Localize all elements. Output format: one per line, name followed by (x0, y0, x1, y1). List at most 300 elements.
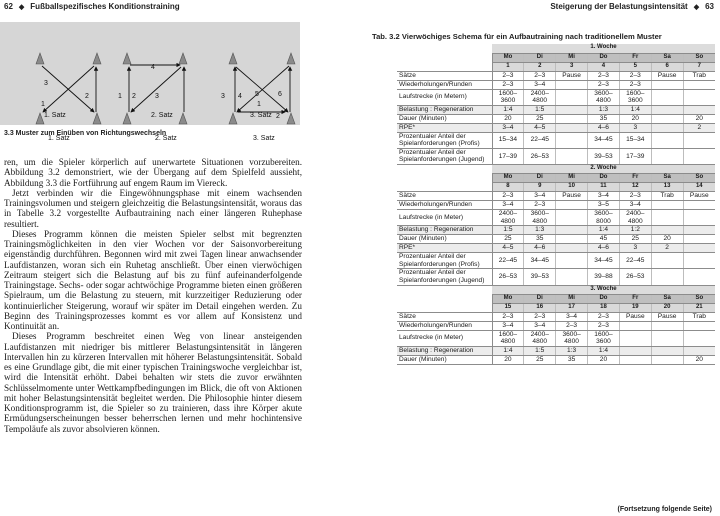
table-cell: 4–5 (524, 123, 556, 132)
week-title: 2. Woche (492, 165, 715, 174)
table-cell (651, 105, 683, 114)
table-cell (619, 346, 651, 355)
table-cell: Trab (651, 192, 683, 201)
day-number: 8 (492, 183, 524, 192)
table-cell: 34–45 (524, 253, 556, 269)
table-cell: 1:5 (524, 105, 556, 114)
blank-cell (397, 183, 492, 192)
table-cell: 1:4 (492, 346, 524, 355)
day-number: 7 (683, 62, 715, 71)
table-cell: 25 (619, 235, 651, 244)
svg-text:3: 3 (155, 93, 159, 100)
set-1-label: 1. Satz (48, 135, 70, 142)
table-row (397, 80, 715, 89)
table-cell: 3600–4800 (524, 210, 556, 226)
week-title-row (397, 165, 715, 174)
table-cell (651, 132, 683, 148)
blank-cell (397, 53, 492, 62)
table-row (397, 210, 715, 226)
table-cell (556, 89, 588, 105)
table-cell (683, 244, 715, 253)
row-label: Dauer (Minuten) (397, 235, 492, 244)
table-cell (683, 132, 715, 148)
table-cell: 3 (619, 123, 651, 132)
day-number: 2 (524, 62, 556, 71)
table-cell (556, 201, 588, 210)
left-running-title: Fußballspezifisches Konditionstraining (30, 2, 180, 11)
table-cell: 2–3 (619, 192, 651, 201)
table-cell (556, 244, 588, 253)
right-page-number: 63 (705, 2, 714, 11)
table-cell: 1600–3600 (619, 89, 651, 105)
day-header: Sa (651, 294, 683, 303)
svg-text:1: 1 (257, 101, 261, 108)
row-label: Laufstrecke (in Meter) (397, 330, 492, 346)
table-cell (651, 346, 683, 355)
day-header-row (397, 294, 715, 303)
day-header: Sa (651, 53, 683, 62)
right-running-title: Steigerung der Belastungsintensität (550, 2, 688, 11)
day-number: 13 (651, 183, 683, 192)
table-row (397, 330, 715, 346)
table-cell: Pause (651, 71, 683, 80)
table-cell: 25 (492, 235, 524, 244)
table-cell: 2–3 (524, 71, 556, 80)
table-cell (683, 105, 715, 114)
table-cell: 1:5 (492, 226, 524, 235)
svg-text:4: 4 (151, 64, 155, 71)
set-1-label-text: 1. Satz (44, 112, 66, 119)
day-number: 18 (588, 303, 620, 312)
day-header: Di (524, 174, 556, 183)
table-cell: 22–45 (619, 253, 651, 269)
cone-icon (36, 53, 44, 64)
table-cell (651, 321, 683, 330)
cone-icon (93, 113, 101, 124)
table-cell: 1:5 (524, 346, 556, 355)
table-cell (556, 235, 588, 244)
table-cell (683, 330, 715, 346)
row-label: Wiederholungen/Runden (397, 80, 492, 89)
table-cell (556, 114, 588, 123)
table-cell: 2400–4800 (492, 210, 524, 226)
day-number: 10 (556, 183, 588, 192)
table-cell (556, 269, 588, 285)
body-text (4, 157, 302, 434)
table-cell: 1:4 (588, 226, 620, 235)
table-cell: 3–4 (492, 123, 524, 132)
table-row (397, 148, 715, 164)
day-number: 14 (683, 183, 715, 192)
set-2-label-text: 2. Satz (151, 112, 173, 119)
table-row (397, 132, 715, 148)
day-header: So (683, 174, 715, 183)
day-header: Di (524, 294, 556, 303)
day-header: Mi (556, 294, 588, 303)
run-paths (42, 65, 290, 112)
table-cell: 2–3 (619, 80, 651, 89)
day-header: Fr (619, 294, 651, 303)
table-cell: 34–45 (588, 132, 620, 148)
row-label: Dauer (Minuten) (397, 355, 492, 364)
table-cell: 20 (492, 114, 524, 123)
row-label: Laufstrecke (in Metern) (397, 89, 492, 105)
table-cell (683, 148, 715, 164)
table-row (397, 355, 715, 364)
table-cell: 20 (619, 114, 651, 123)
table-cell: 2–3 (492, 312, 524, 321)
day-number: 6 (651, 62, 683, 71)
table-cell: Pause (683, 192, 715, 201)
day-header: Sa (651, 174, 683, 183)
blank-cell (397, 165, 492, 174)
table-cell: 3–4 (492, 321, 524, 330)
svg-text:3: 3 (44, 80, 48, 87)
day-header: Fr (619, 53, 651, 62)
day-number: 16 (524, 303, 556, 312)
row-label: Sätze (397, 192, 492, 201)
blank-cell (397, 285, 492, 294)
left-running-head (4, 2, 180, 11)
day-number: 20 (651, 303, 683, 312)
table-cell: 3600–8000 (588, 210, 620, 226)
day-number: 11 (588, 183, 620, 192)
table-cell (556, 132, 588, 148)
table-cell: 1600–4800 (492, 330, 524, 346)
cone-icon (229, 113, 237, 124)
day-header: Do (588, 53, 620, 62)
table-cell: 2–3 (492, 192, 524, 201)
table-row (397, 105, 715, 114)
day-number: 9 (524, 183, 556, 192)
paragraph: Dieses Programm können die meisten Spieler selbst mit begrenzten Trainingsmöglichkeiten in den vier Wochen vor der Saisonvorbereitung eigenständig durchführen. Begonnen wird mit zwei Tagen linear anwachsender Laufdistanzen, woran sich ein Ruhetag anschließt. Über einen vierwöchigen Zeitraum steigert sich die Belastung auf bis zu fünf aufeinanderfolgende Trainingstage. Sechs- oder sogar achtwöchige Programme bieten einen größeren Spielraum, um die Belastung zu steuern, mit kurzzeitiger Reduzierung oder kontinuierlicher Steigerung, worauf wir später im Detail eingehen werden. Zu Beginn des Trainingsprozesses kommt es vor allem auf Konsistenz und Kontinuität an. (4, 228, 302, 331)
table-row (397, 89, 715, 105)
table-row (397, 321, 715, 330)
row-label: Prozentualer Anteil der Spielanforderungen (Jugend) (397, 269, 492, 285)
table-cell: Trab (683, 312, 715, 321)
table-cell: 20 (588, 355, 620, 364)
table-cell: 2400–4800 (524, 89, 556, 105)
table-row (397, 201, 715, 210)
table-cell: 1:4 (619, 105, 651, 114)
table-cell: 2–3 (588, 321, 620, 330)
table-cell (683, 235, 715, 244)
table-cell: 2–3 (588, 312, 620, 321)
day-number: 4 (588, 62, 620, 71)
table-cell: 2–3 (556, 321, 588, 330)
day-number: 3 (556, 62, 588, 71)
table-cell (556, 226, 588, 235)
table-caption: Tab. 3.2 Vierwöchiges Schema für ein Aufbautraining nach traditionellem Muster (372, 32, 662, 41)
table-cell: 3–4 (556, 312, 588, 321)
day-header: Di (524, 53, 556, 62)
table-cell: 1:4 (492, 105, 524, 114)
blank-cell (397, 294, 492, 303)
table-cell (651, 123, 683, 132)
svg-text:5: 5 (255, 91, 259, 98)
svg-text:3: 3 (221, 93, 225, 100)
day-number-row (397, 303, 715, 312)
day-header: Fr (619, 174, 651, 183)
table-cell: 39–88 (588, 269, 620, 285)
table-cell: 1:3 (588, 105, 620, 114)
table-cell: 17–39 (492, 148, 524, 164)
table-cell (556, 123, 588, 132)
table-cell (683, 80, 715, 89)
right-running-head (550, 2, 714, 11)
table-cell: 26–53 (619, 269, 651, 285)
table-cell (651, 201, 683, 210)
table-cell: 2–3 (492, 80, 524, 89)
cone-icon (287, 113, 295, 124)
table-cell: 20 (651, 235, 683, 244)
svg-text:2: 2 (85, 93, 89, 100)
training-schedule-table (397, 44, 715, 365)
blank-cell (397, 303, 492, 312)
table-cell: 3–4 (588, 192, 620, 201)
table-cell: Pause (556, 192, 588, 201)
table-cell: 22–45 (524, 132, 556, 148)
set-3-label-text: 3. Satz (250, 112, 272, 119)
row-label: Wiederholungen/Runden (397, 201, 492, 210)
table-cell: 25 (524, 355, 556, 364)
figure-caption: 3.3 Muster zum Einüben von Richtungswechseln (4, 130, 167, 137)
table-cell: 3–5 (588, 201, 620, 210)
table-cell: 3600–4800 (588, 89, 620, 105)
day-number: 5 (619, 62, 651, 71)
row-label: Belastung : Regeneration (397, 346, 492, 355)
table-cell: Pause (651, 312, 683, 321)
day-number: 21 (683, 303, 715, 312)
table-cell: 2400–4800 (619, 210, 651, 226)
row-label: Dauer (Minuten) (397, 114, 492, 123)
day-number-row (397, 183, 715, 192)
table-cell: 3600–4800 (556, 330, 588, 346)
paragraph: ren, um die Spieler körperlich auf unerwartete Situationen vorzubereiten. Abbildung 3.2 demonstriert, wie der Übergang auf dem Spielfeld aussieht, Abbildung 3.3 die Fortführung auf engem Raum im Viereck. (4, 157, 302, 188)
day-header: Mo (492, 53, 524, 62)
table-row (397, 253, 715, 269)
cone-icon (179, 53, 187, 64)
table-cell (683, 269, 715, 285)
week-title: 1. Woche (492, 44, 715, 53)
table-cell (683, 321, 715, 330)
table-cell (651, 226, 683, 235)
table-cell (619, 321, 651, 330)
table-cell: 3–4 (524, 80, 556, 89)
table-cell: 39–53 (588, 148, 620, 164)
cone-icon (287, 53, 295, 64)
table-cell: 2–3 (524, 312, 556, 321)
table-cell (556, 210, 588, 226)
table-cell (683, 210, 715, 226)
table-cell (651, 330, 683, 346)
day-header: Do (588, 174, 620, 183)
day-header: Mo (492, 294, 524, 303)
table-row (397, 346, 715, 355)
table-cell: 3–4 (524, 321, 556, 330)
table-cell (683, 226, 715, 235)
day-header-row (397, 53, 715, 62)
table-cell (683, 346, 715, 355)
diamond-icon: ◆ (693, 4, 700, 11)
paragraph: Dieses Programm beschreitet einen Weg von linear ansteigenden Laufdistanzen mit niedriger bis mittlerer Belastungsintensität in längeren Intervallen hin zu kürzeren Intervallen mit höherer Belastungsintensität. Sobald es eine Grundlage gibt, die mit einer typischen Trainingswoche vergleichbar ist, wird die Intensität erhöht. Dabei behalten wir stets die zuvor erwähnten Schlüsselmomente unter Wettkampfbedingungen im Blick, die oft von Aktionen mit hoher Belastungsintensität begleitet werden. Die Philosophie hinter diesem Konditionsprogramm ist, die Spieler so zu trainieren, dass ihre Körper akute Ermüdungserscheinungen besser beherrschen lernen und mehr hochintensive Tempoläufe als zuvor absolvieren können. (4, 331, 302, 434)
table-cell: 34–45 (588, 253, 620, 269)
day-header: So (683, 53, 715, 62)
day-header: Mi (556, 53, 588, 62)
left-page-number: 62 (4, 2, 13, 11)
day-header: Do (588, 294, 620, 303)
table-cell: 2–3 (588, 71, 620, 80)
table-cell: 4–6 (588, 244, 620, 253)
table-cell: 1:2 (619, 226, 651, 235)
day-header: So (683, 294, 715, 303)
table-row (397, 114, 715, 123)
table-cell: 15–34 (619, 132, 651, 148)
table-cell: 35 (556, 355, 588, 364)
row-label: RPE* (397, 244, 492, 253)
cone-icon (179, 113, 187, 124)
row-label: Belastung : Regeneration (397, 105, 492, 114)
table-cell: 35 (588, 114, 620, 123)
table-cell (651, 355, 683, 364)
table-cell (556, 148, 588, 164)
table-row (397, 312, 715, 321)
right-page (360, 0, 720, 516)
cone-icon (93, 53, 101, 64)
blank-cell (397, 62, 492, 71)
table-cell: Trab (683, 71, 715, 80)
table-cell (619, 355, 651, 364)
table-cell (651, 269, 683, 285)
table-cell: 2–3 (588, 80, 620, 89)
table-cell: 35 (524, 235, 556, 244)
cone-icon (123, 53, 131, 64)
table-cell: 2–3 (619, 71, 651, 80)
row-label: Laufstrecke (in Meter) (397, 210, 492, 226)
table-cell (651, 253, 683, 269)
cone-icon (36, 113, 44, 124)
table-cell: 3–4 (619, 201, 651, 210)
paragraph: Jetzt verbinden wir die Eingewöhnungsphase mit einem wachsenden Trainingsvolumen und steigern gleichzeitig die Belastungsintensität, woraus das in Tabelle 3.2 vorgestellte Aufbautraining nach einer längeren Ruhephase resultiert. (4, 187, 302, 229)
day-header: Mi (556, 174, 588, 183)
table-cell: 26–53 (492, 269, 524, 285)
table-cell (556, 105, 588, 114)
table-row (397, 192, 715, 201)
table-cell (619, 330, 651, 346)
table-cell: 3 (619, 244, 651, 253)
table-cell: 1:3 (524, 226, 556, 235)
svg-text:6: 6 (278, 91, 282, 98)
table-cell (683, 253, 715, 269)
table-cell: 20 (683, 114, 715, 123)
day-number: 15 (492, 303, 524, 312)
week-title-row (397, 44, 715, 53)
table-cell: 39–53 (524, 269, 556, 285)
cone-icon (123, 113, 131, 124)
day-number: 12 (619, 183, 651, 192)
blank-cell (397, 174, 492, 183)
table-cell: 17–39 (619, 148, 651, 164)
blank-cell (397, 44, 492, 53)
set-3-label: 3. Satz (253, 135, 275, 142)
row-label: Prozentualer Anteil der Spielanforderungen (Jugend) (397, 148, 492, 164)
svg-text:2: 2 (276, 113, 280, 120)
table-cell: 3–4 (492, 201, 524, 210)
svg-text:1: 1 (118, 93, 122, 100)
table-cell: 2 (683, 123, 715, 132)
table-row (397, 71, 715, 80)
svg-text:1: 1 (41, 101, 45, 108)
table-cell (683, 89, 715, 105)
week-title: 3. Woche (492, 285, 715, 294)
row-label: Belastung : Regeneration (397, 226, 492, 235)
table-row (397, 269, 715, 285)
table-cell (556, 253, 588, 269)
table-cell (651, 148, 683, 164)
table-cell (556, 80, 588, 89)
day-header: Mo (492, 174, 524, 183)
week-title-row (397, 285, 715, 294)
table-cell: 2–3 (524, 201, 556, 210)
day-number: 17 (556, 303, 588, 312)
day-number-row (397, 62, 715, 71)
table-cell: 22–45 (492, 253, 524, 269)
table-cell (683, 201, 715, 210)
table-row (397, 244, 715, 253)
table-cell: 1:3 (556, 346, 588, 355)
table-cell: 1600–3600 (588, 330, 620, 346)
table-cell: 2–3 (492, 71, 524, 80)
svg-text:2: 2 (132, 93, 136, 100)
day-header-row (397, 174, 715, 183)
cone-icon (229, 53, 237, 64)
svg-text:4: 4 (238, 93, 242, 100)
table-cell (651, 80, 683, 89)
table-cell: Pause (619, 312, 651, 321)
diamond-icon: ◆ (18, 4, 25, 11)
table-cell: 4–6 (524, 244, 556, 253)
table-cell (651, 89, 683, 105)
table-cell: 15–34 (492, 132, 524, 148)
table-row (397, 226, 715, 235)
table-cell: 2 (651, 244, 683, 253)
day-number: 1 (492, 62, 524, 71)
table-cell: 1600–3600 (492, 89, 524, 105)
table-cell (651, 210, 683, 226)
table-cell: 26–53 (524, 148, 556, 164)
table-cell: Pause (556, 71, 588, 80)
table-row (397, 123, 715, 132)
table-cell: 1:4 (588, 346, 620, 355)
table-cell: 20 (683, 355, 715, 364)
table-cell: 20 (492, 355, 524, 364)
row-label: Sätze (397, 312, 492, 321)
row-label: Sätze (397, 71, 492, 80)
table-cell: 3–4 (524, 192, 556, 201)
day-number: 19 (619, 303, 651, 312)
continued-note: (Fortsetzung folgende Seite) (617, 506, 712, 513)
table-cell (651, 114, 683, 123)
row-label: Prozentualer Anteil der Spielanforderungen (Profis) (397, 253, 492, 269)
table-cell: 4–5 (492, 244, 524, 253)
row-label: Prozentualer Anteil der Spielanforderungen (Profis) (397, 132, 492, 148)
table-cell: 4–6 (588, 123, 620, 132)
table-row (397, 235, 715, 244)
row-label: RPE* (397, 123, 492, 132)
set-2-label: 2. Satz (155, 135, 177, 142)
table-cell: 25 (524, 114, 556, 123)
table-cell: 2400–4800 (524, 330, 556, 346)
